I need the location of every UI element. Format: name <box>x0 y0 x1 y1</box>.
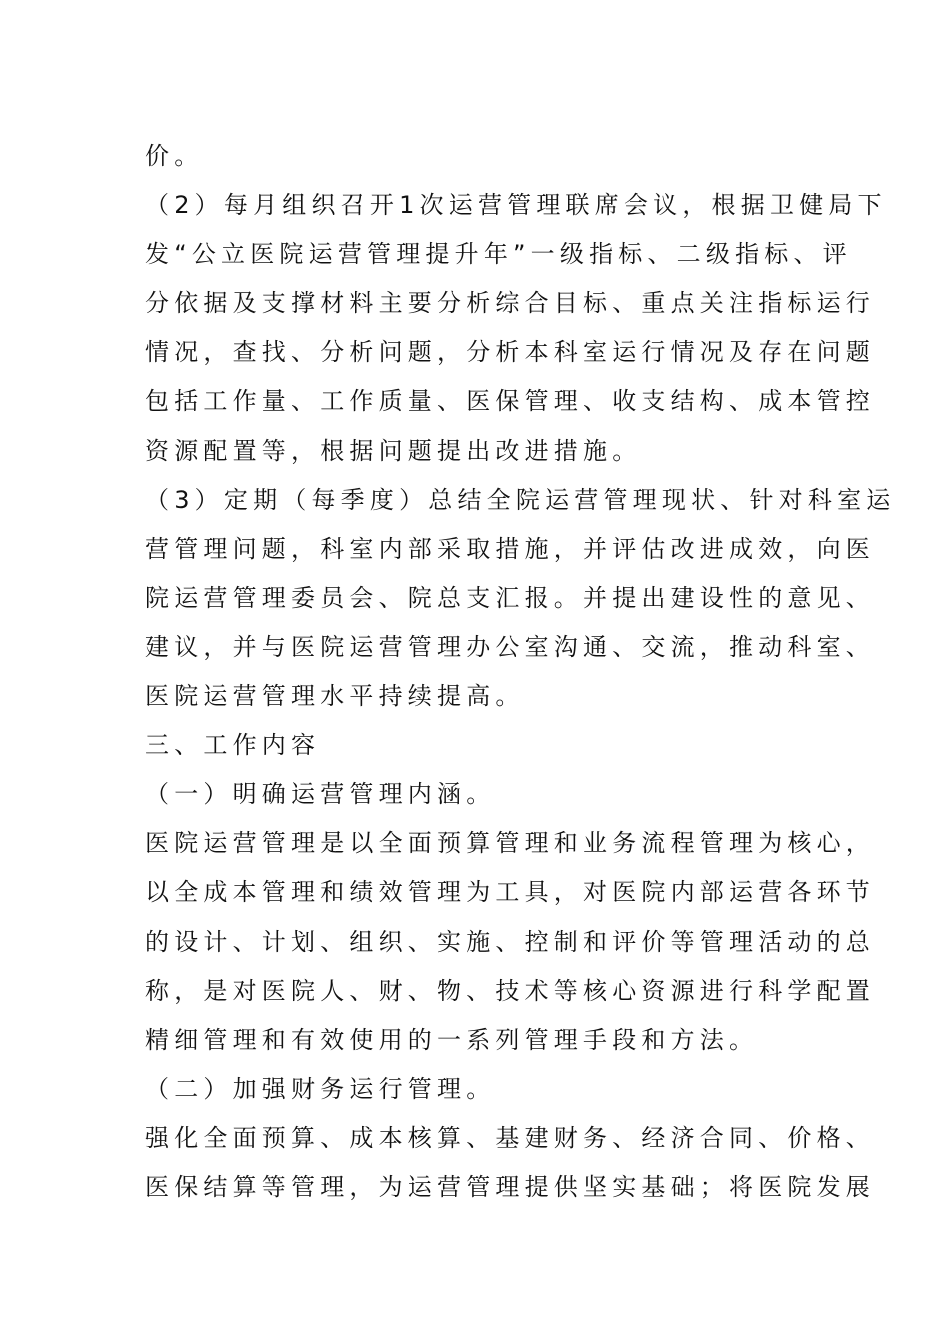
text-line: 价。 <box>145 142 204 170</box>
text-line: 强化全面预算、成本核算、基建财务、经济合同、价格、 <box>145 1123 875 1152</box>
text-line: 以全成本管理和绩效管理为工具，对医院内部运营各环节 <box>145 878 875 907</box>
section-heading: 三、工作内容 <box>145 731 321 760</box>
document-page <box>145 132 896 1212</box>
text-line: 称，是对医院人、财、物、技术等核心资源进行科学配置 <box>145 976 875 1005</box>
text-line: 医院运营管理是以全面预算管理和业务流程管理为核心， <box>145 829 875 858</box>
text-line: 精细管理和有效使用的一系列管理手段和方法。 <box>145 1025 759 1054</box>
text-line: （2）每月组织召开1次运营管理联席会议，根据卫健局下 <box>145 191 887 220</box>
text-line: （3）定期（每季度）总结全院运营管理现状、针对科室运 <box>145 485 896 514</box>
subsection-heading: （一）明确运营管理内涵。 <box>145 780 496 809</box>
text-line: 院运营管理委员会、院总支汇报。并提出建设性的意见、 <box>145 583 875 612</box>
text-line: 包括工作量、工作质量、医保管理、收支结构、成本管控 <box>145 387 875 416</box>
text-line: 情况，查找、分析问题，分析本科室运行情况及存在问题 <box>145 338 875 367</box>
text-line: 的设计、计划、组织、实施、控制和评价等管理活动的总 <box>145 927 875 956</box>
text-line: 营管理问题，科室内部采取措施，并评估改进成效，向医 <box>145 534 875 563</box>
text-line: 分依据及支撑材料主要分析综合目标、重点关注指标运行 <box>145 289 875 318</box>
text-line: 医院运营管理水平持续提高。 <box>145 682 525 711</box>
text-line: 医保结算等管理，为运营管理提供坚实基础；将医院发展 <box>145 1172 875 1201</box>
text-line: 建议，并与医院运营管理办公室沟通、交流，推动科室、 <box>145 632 875 661</box>
subsection-heading: （二）加强财务运行管理。 <box>145 1074 496 1103</box>
text-line: 资源配置等，根据问题提出改进措施。 <box>145 436 642 465</box>
text-line: 发“公立医院运营管理提升年”一级指标、二级指标、评 <box>145 240 852 269</box>
